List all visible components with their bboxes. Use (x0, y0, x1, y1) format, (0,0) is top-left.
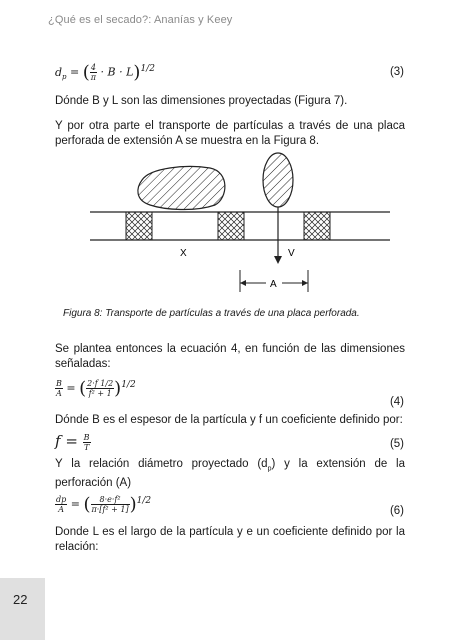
equation-5-number: (5) (389, 438, 404, 450)
plate-segment-3 (304, 212, 330, 240)
equation-3-number: (3) (389, 66, 404, 78)
plate-segment-1 (126, 212, 152, 240)
plate-segment-2 (218, 212, 244, 240)
paragraph-5: Y la relación diámetro proyectado $(d_p)$ y la extensión de la perforación (A) (55, 458, 406, 490)
paragraph-1: Dónde B y L son las dimensiones proyectadas (Figura 7). (55, 95, 348, 107)
label-x: X (180, 248, 187, 259)
equation-6-number: (6) (389, 505, 404, 517)
label-a: A (270, 279, 277, 290)
paragraph-2: Y por otra parte el transporte de partículas a través de una placa perforada de extensión A se muestra en la Figura 8. (55, 120, 405, 147)
eq3-fraction: $\frac{4}{\pi}$ (90, 63, 97, 82)
equation-3: $d_p$ = ( $\frac{4}{\pi}$ · B · L)$^{1/2}$ (55, 62, 155, 83)
eq6-fraction: $\frac{\text{8·e·f²}}{\text{π·[f² + 1]}}$ (91, 495, 129, 514)
particle-flat (138, 167, 225, 210)
paragraph-4: Dónde B es el espesor de la partícula y f un coeficiente definido por: (55, 414, 403, 426)
paragraph-3: Se plantea entonces la ecuación 4, en función de las dimensiones señaladas: (55, 343, 405, 370)
equation-6: $\frac{dp}{A}$ = ( $\frac{\text{8·e·f²}}{\text{π·[f² + 1]}}$ )$^{1/2}$ (56, 494, 152, 515)
paragraph-6: Donde L es el largo de la partícula y e un coeficiente definido por la relación: (55, 526, 405, 553)
extent-arrow-left (240, 280, 246, 286)
label-v: V (288, 248, 295, 259)
velocity-arrowhead (274, 256, 282, 264)
figure-caption: Figura 8: Transporte de partículas a través de una placa perforada. (63, 308, 360, 319)
equation-4-number: (4) (389, 396, 404, 408)
page-number-tab (0, 578, 45, 640)
particle-passing (263, 153, 293, 207)
eq3-lhs: $d_p$ (55, 65, 67, 81)
running-header: ¿Qué es el secado?: Ananías y Keey (48, 14, 233, 26)
eq4-fraction: $\frac{2\cdot f 1/2}{\text{f² + 1}}$ (87, 379, 114, 398)
page-number: 22 (13, 592, 28, 607)
figure-8-diagram (90, 150, 390, 300)
equation-4: $\frac{B}{A}$ = ( $\frac{2\cdot f 1/2}{\text{f² + 1}}$ )$^{1/2}$ (56, 378, 136, 399)
extent-arrow-right (302, 280, 308, 286)
equation-5: f = $\frac{B}{T}$ (55, 432, 90, 452)
